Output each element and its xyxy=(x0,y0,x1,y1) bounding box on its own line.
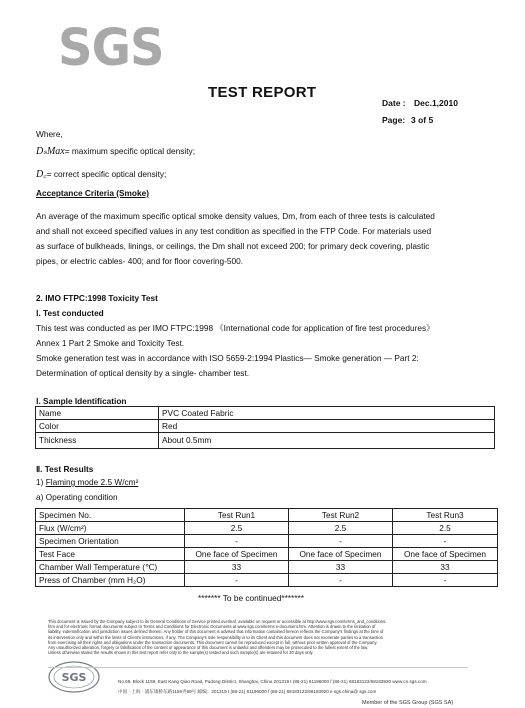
disclaimer-line: This document is issued by the Company subject to its General Conditions of Service printed overleaf, available on request or accessible at http://www.sgs.com/terms_and_conditions. xyxy=(48,619,387,624)
report-title: TEST REPORT xyxy=(208,84,317,101)
table-cell: One face of Specimen xyxy=(289,548,393,561)
table-cell: - xyxy=(393,574,498,587)
sample-heading: Ⅰ. Sample Identification xyxy=(36,396,127,406)
disclaimer-line: liability, indemnification and jurisdiction issues defined therein. Any holder of this document is advised that information contained hereon reflects the Company's findings at the time of xyxy=(48,629,384,635)
table-row xyxy=(36,535,498,548)
column-header: Specimen No. xyxy=(36,509,185,522)
dm-text: = maximum specific optical density; xyxy=(64,146,195,156)
section2-line: This test was conducted as per IMO FTPC:1998 《International code for application of fire test procedures》 xyxy=(36,323,435,333)
table-cell: One face of Specimen xyxy=(393,548,498,561)
member-text: Member of the SGS Group (SGS SA) xyxy=(362,700,454,706)
table-cell: 33 xyxy=(185,561,289,574)
sgs-stamp xyxy=(47,660,102,694)
test-conducted-heading: Ⅰ. Test conducted xyxy=(36,308,104,318)
sample-label: Name xyxy=(36,407,159,420)
table-cell: Specimen Orientation xyxy=(36,535,185,548)
acceptance-line: and shall not exceed specified values in any test condition as specified in the FTP Code. For materials used xyxy=(36,226,432,236)
acceptance-heading: Acceptance Criteria (Smoke) xyxy=(36,188,149,198)
sgs-logo: SGS xyxy=(58,18,164,78)
table-row xyxy=(36,548,498,561)
table-cell: 2.5 xyxy=(393,522,498,535)
footer-disclaimer xyxy=(48,619,468,655)
disclaimer-line: its intervention only and within the limits of Client's instructions, if any. The Company's sole responsibility is to its Client and this document does not exonerate parties to a transaction xyxy=(48,634,383,640)
table-cell: - xyxy=(185,574,289,587)
table-row xyxy=(36,420,495,433)
column-header: Test Run2 xyxy=(289,509,393,522)
dc-text: = correct specific optical density; xyxy=(46,169,167,179)
table-row xyxy=(36,561,498,574)
page-value: 3 of 5 xyxy=(411,115,434,125)
column-header: Test Run1 xyxy=(185,509,289,522)
table-cell: Flux (W/cm²) xyxy=(36,522,185,535)
table-cell: - xyxy=(289,574,393,587)
section2-line: Annex 1 Part 2 Smoke and Toxicity Test. xyxy=(36,338,185,348)
section2-heading: 2. IMO FTPC:1998 Toxicity Test xyxy=(36,293,158,303)
table-cell: - xyxy=(185,535,289,548)
svg-text:SGS: SGS xyxy=(61,671,87,684)
address-english: No.69, Block 1159, East Kang Qiao Road, Pudong District, Shanghai, China 201319 t (86-21) 61196000 f (86-21) 68183122/68183920 www.cn.sgs.com xyxy=(118,679,427,684)
table-row xyxy=(36,574,498,587)
table-cell: 2.5 xyxy=(289,522,393,535)
footer-divider xyxy=(48,667,468,668)
flaming-mode-line xyxy=(36,476,138,488)
flaming-mode: Flaming mode 2.5 W/cm² xyxy=(45,477,139,487)
acceptance-line: pipes, or electric cables- 400; and for floor covering-500. xyxy=(36,256,244,266)
table-cell: Test Face xyxy=(36,548,185,561)
address-chinese: 中国 · 上海 · 浦东康桥东路1159弄69号 邮编：201319 t (86-21) 61196000 f (86-21) 68183122/68183920 e sgs.china@ sgs.com xyxy=(118,689,377,694)
disclaimer-line: Unless otherwise stated the results shown in this test report refer only to the sample(s) tested and such sample(s) are retained for 30 days only. xyxy=(48,650,314,656)
operating-condition: a) Operating condition xyxy=(36,492,118,502)
acceptance-body xyxy=(36,210,496,267)
table-row xyxy=(36,509,498,522)
date-value: Dec.1,2010 xyxy=(414,98,458,108)
disclaimer-line: from exercising all their rights and obligations under the transaction documents. This document cannot be reproduced except in full, without prior written approval of the Company. xyxy=(48,639,378,645)
page-label: Page: xyxy=(382,115,406,125)
table-cell: - xyxy=(393,535,498,548)
disclaimer-line: htm and for electronic format documents subject to Terms and Conditions for Electronic Documents at www.sgs.com/terms e-document.htm. Attention is drawn to the limitation of xyxy=(48,624,376,630)
table-row xyxy=(36,407,495,420)
date-label: Date : xyxy=(382,98,406,108)
dm-definition xyxy=(36,145,195,158)
acceptance-line: as surface of bulkheads, linings, or ceilings, the Dm shall not exceed 200; for primary deck covering, plastic xyxy=(36,241,430,251)
sample-value: About 0.5mm xyxy=(159,433,495,449)
section2-line: Determination of optical density by a single- chamber test. xyxy=(36,368,250,378)
table-cell: - xyxy=(289,535,393,548)
acceptance-line: An average of the maximum specific optical smoke density values, Dm, from each of three tests is calculated xyxy=(36,211,435,221)
section2-body xyxy=(36,322,506,379)
table-cell: 33 xyxy=(393,561,498,574)
sample-value: PVC Coated Fabric xyxy=(159,407,495,420)
column-header: Test Run3 xyxy=(393,509,498,522)
sample-label: Thickness xyxy=(36,433,159,449)
dm-symbol: DₛMax xyxy=(36,146,65,157)
dc-definition xyxy=(36,168,166,181)
section2-line: Smoke generation test was in accordance with ISO 5659-2:1994 Plastics— Smoke generation — Part 2: xyxy=(36,353,419,363)
dc-symbol: D꜀ xyxy=(36,169,47,180)
table-row xyxy=(36,522,498,535)
sample-table xyxy=(35,406,495,449)
where-text: Where, xyxy=(36,129,63,139)
table-cell: 2.5 xyxy=(185,522,289,535)
sample-value: Red xyxy=(159,420,495,433)
table-row xyxy=(36,433,495,449)
table-cell: Press of Chamber (mm H₂O) xyxy=(36,574,185,587)
results-table xyxy=(35,508,498,587)
table-cell: Chamber Wall Temperature (℃) xyxy=(36,561,185,574)
sample-label: Color xyxy=(36,420,159,433)
mode-prefix: 1) xyxy=(36,477,46,487)
continued-note: ******* To be continued******* xyxy=(198,593,304,603)
disclaimer-line: Any unauthorized alteration, forgery or falsification of the content or appearance of this document is unlawful and offenders may be prosecuted to the fullest extent of the law. xyxy=(48,645,369,651)
table-cell: One face of Specimen xyxy=(185,548,289,561)
table-cell: 33 xyxy=(289,561,393,574)
results-heading: Ⅱ. Test Results xyxy=(36,464,94,474)
